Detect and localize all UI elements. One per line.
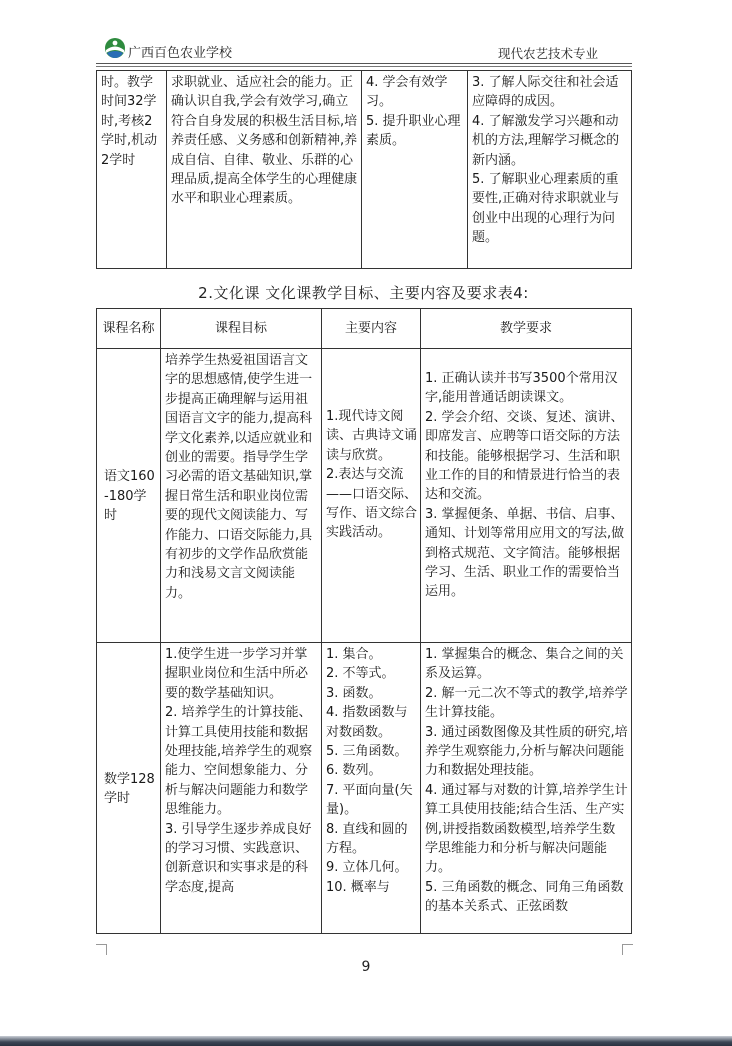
list-item: 2. 培养学生的计算技能、计算工具使用技能和数据处理技能,培养学生的观察能力、空间想象能力、分析与解决问题能力和数学思维能力。	[165, 705, 313, 818]
crop-mark	[622, 944, 633, 955]
page-number: 9	[361, 959, 371, 975]
course-name-cell: 数学128学时	[97, 643, 161, 934]
table-row	[97, 643, 632, 934]
list-item: 4. 指数函数与对数函数。	[326, 705, 408, 740]
header-rule-thin	[96, 66, 632, 67]
main-content-cell	[322, 643, 421, 934]
table-row	[97, 71, 632, 269]
list-item: 3. 函数。	[326, 685, 382, 701]
list-item: 8. 直线和圆的方程。	[326, 821, 408, 857]
main-content-cell	[322, 349, 421, 643]
teaching-requirement-cell	[421, 349, 632, 643]
list-item: 3. 了解人际交往和社会适应障碍的成因。	[472, 75, 619, 110]
list-item: 2. 学会介绍、交谈、复述、演讲、即席发言、应聘等口语交际的方法和技能。能够根据学习、生活和职业工作的目的和情景进行恰当的表达和交流。	[425, 409, 624, 503]
list-item: 4. 通过幂与对数的计算,培养学生计算工具使用技能;结合生活、生产实例,讲授指数函数模型,培养学生数学思维能力和分析与解决问题能力。	[425, 782, 628, 876]
table-row	[97, 349, 632, 643]
list-item: 7. 平面向量(矢量)。	[326, 782, 413, 818]
course-goal-cell: 求职就业、适应社会的能力。正确认识自我,学会有效学习,确立符合自身发展的积极生活目标,培养责任感、义务感和创新精神,养成自信、自律、敬业、乐群的心理品质,提高全体学生的心理健康水平和职业心理素质。	[167, 71, 362, 269]
list-item: 1. 掌握集合的概念、集合之间的关系及运算。	[425, 647, 624, 682]
list-item: 4. 了解激发学习兴趣和动机的方法,理解学习概念的新内涵。	[472, 113, 620, 168]
list-item: 6. 数列。	[326, 763, 382, 779]
table-header-row	[97, 309, 632, 349]
list-item: 3. 掌握便条、单据、书信、启事、通知、计划等常用应用文的写法,做到格式规范、文字简洁。能够根据学习、生活、职业工作的需要恰当运用。	[425, 506, 625, 600]
list-item: 3. 引导学生逐步养成良好的学习习惯、实践意识、创新意识和实事求是的科学态度,提高	[165, 821, 312, 895]
list-item: 培养学生热爱祖国语言文字的思想感情,使学生进一步提高正确理解与运用祖国语言文字的能力,提高科学文化素养,以适应就业和创业的需要。指导学生学习必需的语文基础知识,掌握日常生活和职业岗位需要的现代文阅读能力、写作能力、口语交际能力,具有初步的文学作品欣赏能力和浅易文言文阅读能力。	[165, 353, 313, 601]
column-header: 课程目标	[161, 309, 322, 349]
list-item: 10. 概率与	[326, 879, 390, 895]
list-item: 2. 不等式。	[326, 666, 395, 682]
list-item: 4. 学会有效学习。	[366, 75, 448, 110]
page-header	[0, 0, 732, 72]
list-item: 5. 三角函数。	[326, 744, 408, 760]
school-name: 广西百色农业学校	[128, 46, 233, 61]
list-item: 2.表达与交流——口语交际、写作、语文综合实践活动。	[326, 467, 418, 541]
list-item: 1.使学生进一步学习并掌握职业岗位和生活中所必要的数学基础知识。	[165, 647, 309, 701]
course-name-cell: 语文160-180学时	[97, 349, 161, 643]
major-name: 现代农艺技术专业	[498, 46, 599, 61]
course-table-continued	[96, 70, 632, 269]
list-item: 3. 通过函数图像及其性质的研究,培养学生观察能力,分析与解决问题能力和数据处理技能。	[425, 724, 628, 779]
teaching-requirement-cell	[421, 643, 632, 934]
window-bottom-edge	[0, 1036, 732, 1046]
list-item: 5. 三角函数的概念、同角三角函数的基本关系式、正弦函数	[425, 879, 624, 915]
culture-course-table	[96, 308, 632, 934]
list-item: 2. 解一元二次不等式的教学,培养学生计算技能。	[425, 685, 628, 721]
main-content-cell	[362, 71, 468, 269]
column-header: 主要内容	[322, 309, 421, 349]
table-caption: 2.文化课 文化课教学目标、主要内容及要求表4:	[198, 284, 529, 302]
list-item: 5. 了解职业心理素质的重要性,正确对待求职就业与创业中出现的心理行为问题。	[472, 172, 620, 246]
course-hours-cell: 时。教学时间32学时,考核2学时,机动2学时	[97, 71, 167, 269]
teaching-requirement-cell	[468, 71, 632, 269]
list-item: 1. 集合。	[326, 647, 382, 662]
column-header: 教学要求	[421, 309, 632, 349]
crop-mark	[96, 944, 107, 955]
list-item: 9. 立体几何。	[326, 860, 408, 876]
list-item: 1.现代诗文阅读、古典诗文诵读与欣赏。	[326, 409, 418, 463]
course-goal-cell	[161, 643, 322, 934]
column-header: 课程名称	[97, 309, 161, 349]
course-goal-cell	[161, 349, 322, 643]
header-rule	[96, 63, 632, 64]
list-item: 5. 提升职业心理素质。	[366, 113, 461, 149]
school-logo-icon	[103, 37, 127, 59]
list-item: 1. 正确认读并书写3500个常用汉字,能用普通话朗读课文。	[425, 371, 618, 406]
